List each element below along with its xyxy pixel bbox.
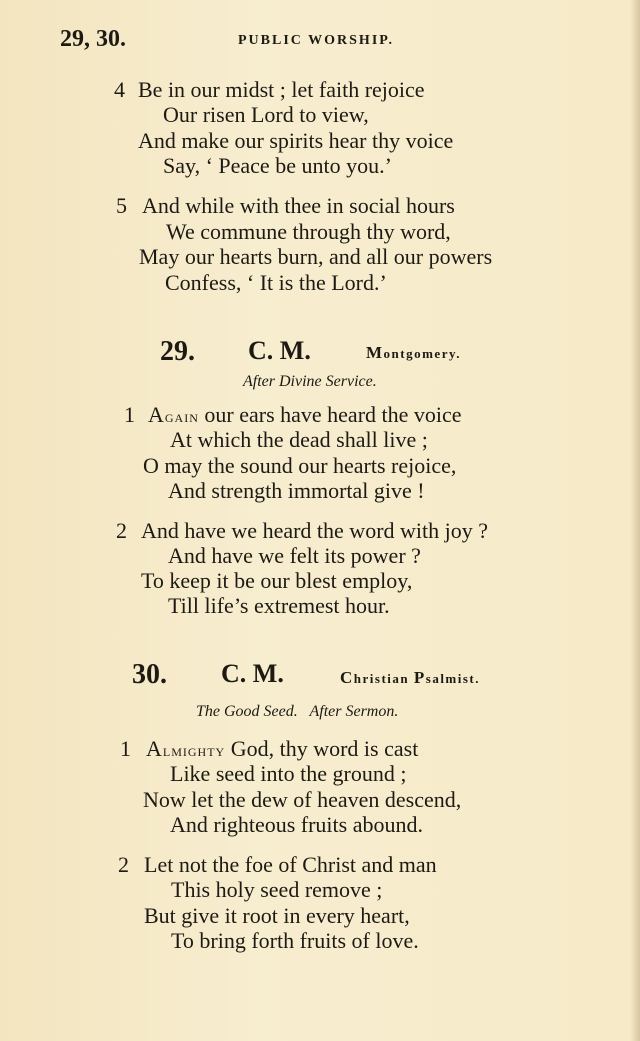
- tune-name: Christian Psalmist.: [340, 668, 481, 687]
- page-numbers: 29, 30.: [60, 26, 126, 52]
- verse-line: We commune through thy word,: [166, 219, 451, 244]
- verse-line: This holy seed remove ;: [171, 877, 383, 902]
- verse-line: Like seed into the ground ;: [170, 761, 407, 786]
- stanza-number: 1: [120, 736, 131, 761]
- hymn-occasion: After Divine Service.: [243, 373, 377, 390]
- verse-line: O may the sound our hearts rejoice,: [143, 453, 457, 478]
- verse-line: Say, ‘ Peace be unto you.’: [163, 153, 392, 178]
- hymn-meter: C. M.: [221, 659, 284, 688]
- verse-line: But give it root in every heart,: [144, 903, 410, 928]
- verse-line: Let not the foe of Christ and man: [144, 852, 437, 877]
- verse-line: And righteous fruits abound.: [170, 812, 423, 837]
- verse-line: At which the dead shall live ;: [170, 427, 428, 452]
- stanza-number: 4: [114, 77, 125, 102]
- verse-line: Our risen Lord to view,: [163, 102, 369, 127]
- verse-line: And have we heard the word with joy ?: [141, 518, 489, 543]
- hymn-number: 30.: [132, 659, 167, 690]
- verse-line: Till life’s extremest hour.: [168, 593, 390, 618]
- stanza-number: 1: [124, 402, 135, 427]
- verse-line: To bring forth fruits of love.: [171, 928, 419, 953]
- hymn-meter: C. M.: [248, 336, 311, 365]
- page-edge-shadow: [630, 0, 640, 1041]
- verse-line: Confess, ‘ It is the Lord.’: [165, 270, 387, 295]
- verse-line: To keep it be our blest employ,: [141, 568, 413, 593]
- stanza-number: 2: [118, 852, 129, 877]
- stanza-number: 2: [116, 518, 127, 543]
- first-word: Almighty: [146, 736, 226, 761]
- tune-name: Montgomery.: [366, 343, 462, 362]
- verse-line: And while with thee in social hours: [142, 193, 455, 218]
- stanza-number: 5: [116, 193, 127, 218]
- first-word: Again: [148, 402, 199, 427]
- verse-line: Be in our midst ; let faith rejoice: [138, 77, 425, 102]
- running-title: PUBLIC WORSHIP.: [238, 33, 395, 48]
- verse-line: Almighty God, thy word is cast: [146, 736, 419, 761]
- verse-line: Now let the dew of heaven descend,: [143, 787, 462, 812]
- hymn-number: 29.: [160, 336, 195, 367]
- verse-line: Again our ears have heard the voice: [148, 402, 462, 427]
- verse-line: May our hearts burn, and all our powers: [139, 244, 493, 269]
- verse-line: And strength immortal give !: [168, 478, 425, 503]
- verse-line: And make our spirits hear thy voice: [138, 128, 454, 153]
- verse-line: And have we felt its power ?: [168, 543, 421, 568]
- hymn-occasion: The Good Seed. After Sermon.: [196, 703, 399, 720]
